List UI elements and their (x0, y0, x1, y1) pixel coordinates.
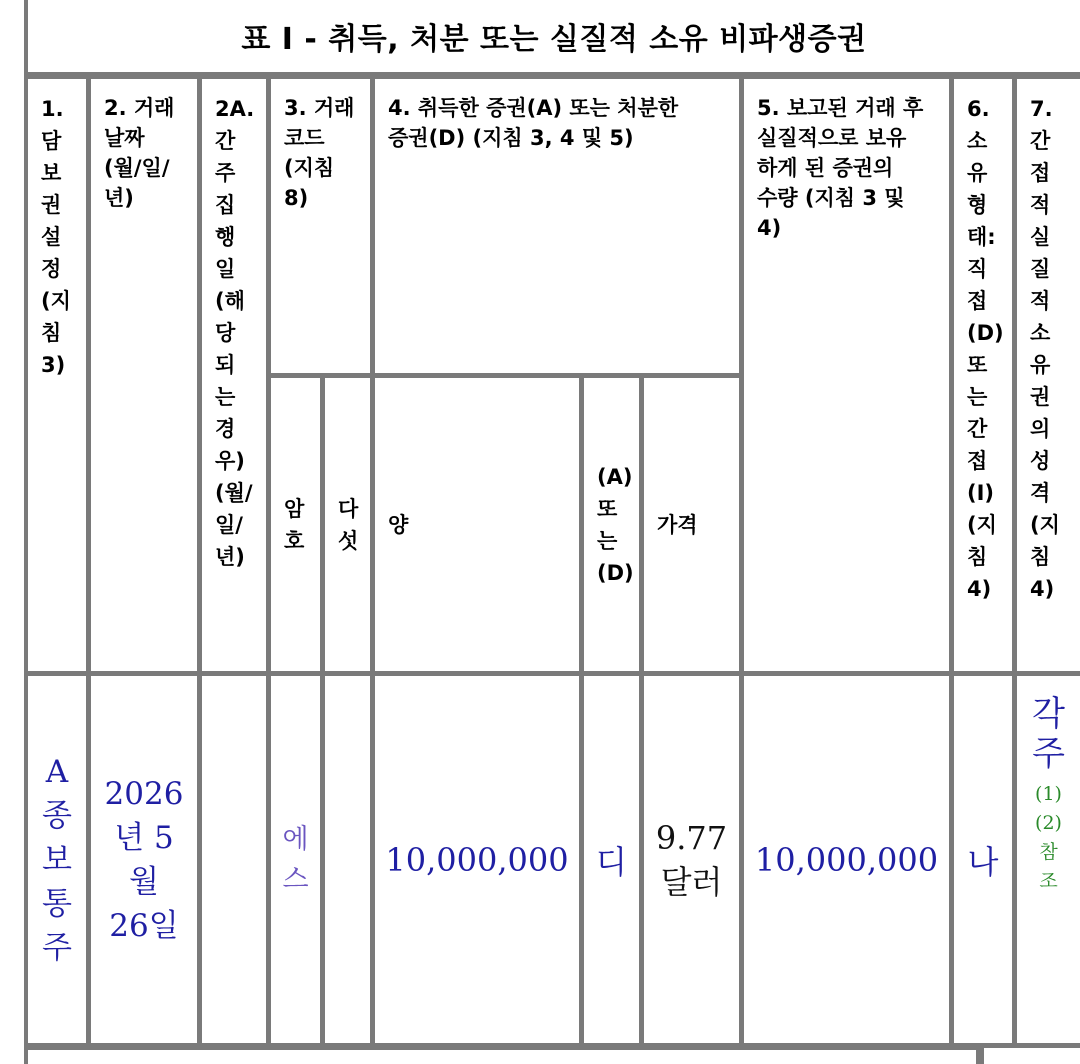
cell-price: 9.77 달러 (644, 676, 739, 1043)
subheader-amount: 양 (375, 378, 579, 671)
subheader-a-or-d: (A) 또 는 (D) (584, 378, 639, 671)
header-col5-amount-owned-after: 5. 보고된 거래 후 실질적으로 보유 하게 된 증권의 수량 (지침 3 및 4) (744, 79, 949, 671)
next-table-edge-right (984, 1048, 1080, 1064)
table-frame (24, 0, 1080, 1064)
next-table-edge (28, 1050, 976, 1064)
cell-transaction-code: 에 스 (271, 676, 320, 1043)
header-col1-security-title: 1. 담 보 권 설 정 (지 침 3) (28, 79, 86, 671)
cell-deemed-execution-date (202, 676, 266, 1043)
subheader-code: 암 호 (271, 378, 320, 671)
cell-nature-of-ownership (1017, 676, 1080, 1043)
cell-amount-owned-after: 10,000,000 (744, 676, 949, 1043)
subheader-price: 가격 (644, 378, 739, 671)
nature-value: 각 주 (1032, 694, 1065, 774)
header-col2a-deemed-execution-date: 2A. 간 주 집 행 일 (해 당 되 는 경 우) (월/ 일/ 년) (202, 79, 266, 671)
cell-amount: 10,000,000 (375, 676, 579, 1043)
cell-ownership-form: 나 (954, 676, 1012, 1043)
header-col3-transaction-code: 3. 거래 코드 (지침 8) (271, 79, 370, 373)
nature-footnote-refs: (1) (2) 참 조 (1035, 783, 1062, 892)
cell-a-or-d: 디 (584, 676, 639, 1043)
header-col4-securities-acquired-disposed: 4. 취득한 증권(A) 또는 처분한 증권(D) (지침 3, 4 및 5) (375, 79, 739, 373)
header-col7-nature-of-ownership: 7. 간 접 적 실 질 적 소 유 권 의 성 격 (지 침 4) (1017, 79, 1080, 671)
header-col6-ownership-form: 6. 소 유 형 태: 직 접 (D) 또 는 간 접 (I) (지 침 4) (954, 79, 1012, 671)
table-title: 표 I - 취득, 처분 또는 실질적 소유 비파생증권 (28, 0, 1080, 72)
cell-security-title: A 종 보 통 주 (28, 676, 86, 1043)
header-col2-transaction-date: 2. 거래 날짜 (월/일/ 년) (91, 79, 197, 671)
subheader-v: 다 섯 (325, 378, 370, 671)
cell-v (325, 676, 370, 1043)
cell-transaction-date: 2026 년 5 월 26일 (91, 676, 197, 1043)
